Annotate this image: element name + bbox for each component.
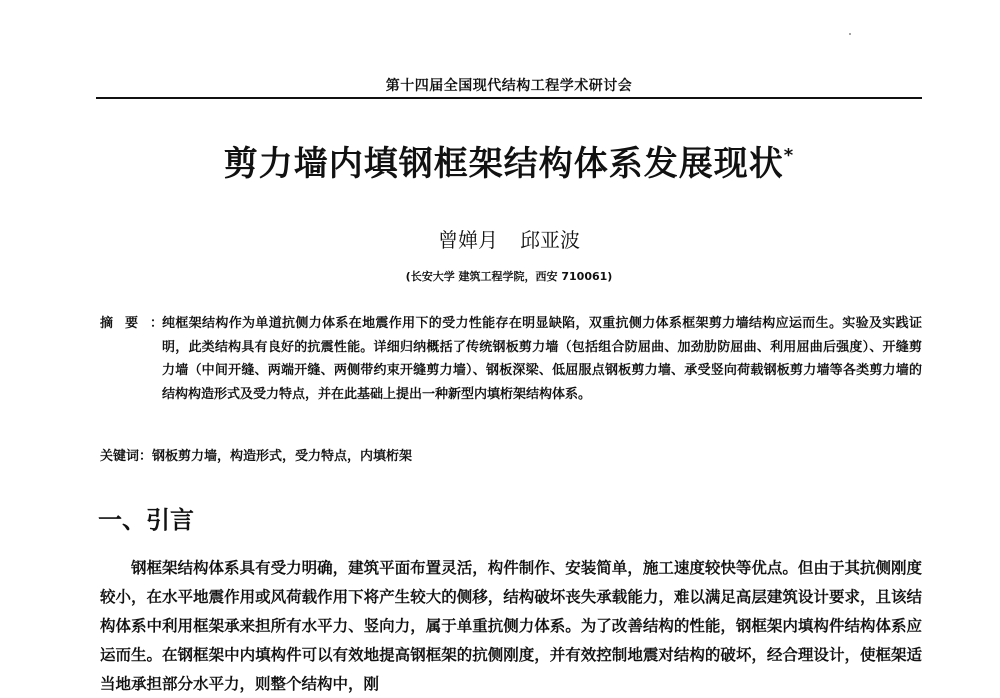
running-header: 第十四届全国现代结构工程学术研讨会 [385,78,633,94]
header-rule [96,97,922,99]
keywords-text: 钢板剪力墙，构造形式，受力特点，内填桁架 [152,449,413,464]
abstract-text: 纯框架结构作为单道抗侧力体系在地震作用下的受力性能存在明显缺陷，双重抗侧力体系框架剪力墙结构应运而生。实验及实践证明，此类结构具有良好的抗震性能。详细归纳概括了传统钢板剪力墙（包括组合防屈曲、加劲肋防屈曲、利用屈曲后强度）、开缝剪力墙（中间开缝、两端开缝、两侧带约束开缝剪力墙）、钢板深梁、低屈服点钢板剪力墙、承受竖向荷载钢板剪力墙等各类剪力墙的结构构造形式及受力特点，并在此基础上提出一种新型内填桁架结构体系。 [162,316,922,402]
section-heading: 一、引言 [98,506,194,534]
paper-title [96,136,922,185]
keywords [100,445,922,464]
author-name: 曾婵月 [438,228,498,252]
affiliation: (长安大学 建筑工程学院，西安 710061) [405,270,613,283]
abstract [100,312,922,406]
paper-title-text: 剪力墙内填钢框架结构体系发展现状 [223,144,784,184]
abstract-label: 摘要： [100,316,176,331]
scan-speck [849,33,851,35]
keywords-label: 关键词： [100,449,153,464]
title-footnote-mark: * [783,145,795,166]
body-paragraph: 钢框架结构体系具有受力明确，建筑平面布置灵活，构件制作、安装简单，施工速度较快等优点。但由于其抗侧刚度较小，在水平地震作用或风荷载作用下将产生较大的侧移，结构破坏丧失承载能力，难以满足高层建筑设计要求，且该结构体系中利用框架承来担所有水平力、竖向力，属于单重抗侧力体系。为了改善结构的性能，钢框架内填构件结构体系应运而生。在钢框架中内填构件可以有效地提高钢框架的抗侧刚度，并有效控制地震对结构的破坏，经合理设计，使框架适当地承担部分水平力，则整个结构中，刚 [100,558,922,693]
author-list [96,224,922,253]
author-name: 邱亚波 [520,228,580,252]
